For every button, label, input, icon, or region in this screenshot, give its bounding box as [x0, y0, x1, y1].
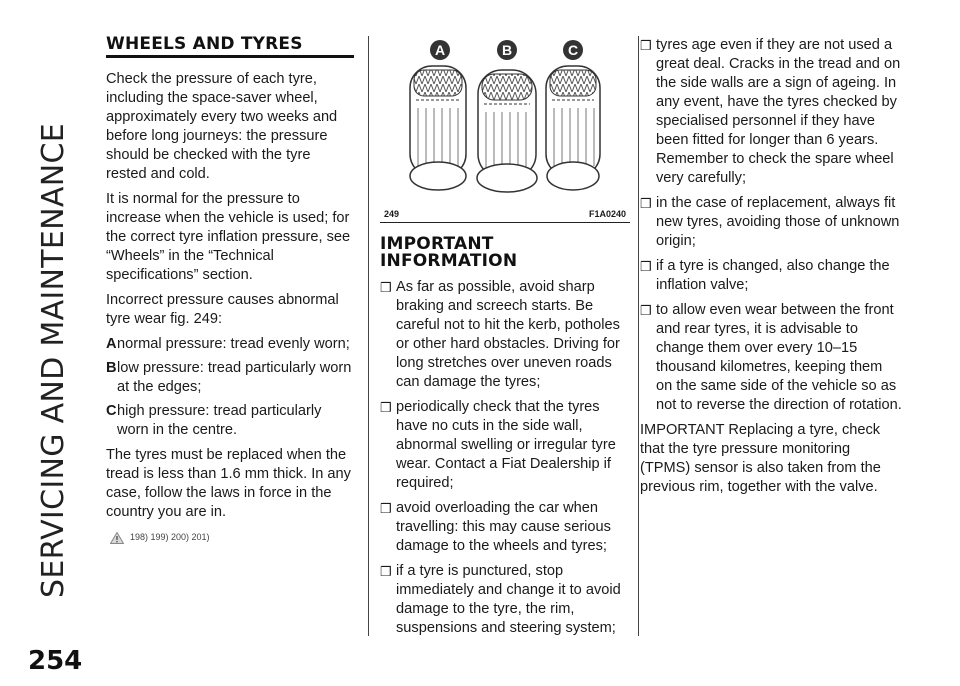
- paragraph: Check the pressure of each tyre, including the space-saver wheel, approximately every two weeks and before long journeys: the pressure should be checked with the tyre rested and cold.: [106, 71, 338, 182]
- paragraph: The tyres must be replaced when the tread is less than 1.6 mm thick. In any case, follow the laws in force in the country you are in.: [106, 447, 351, 520]
- figure-number: 249: [384, 209, 400, 219]
- list-item-text: As far as possible, avoid sharp braking and screech starts. Be careful not to hit the kerb, potholes or other hard obstacles. Driving for long stretches over uneven roads can damage the tyres;: [396, 279, 620, 390]
- list-item-text: if a tyre is changed, also change the inflation valve;: [656, 258, 890, 293]
- checkbox-bullet-icon: ❒: [640, 259, 652, 274]
- tyre-wear-item-a: [106, 335, 354, 354]
- list-item-text: avoid overloading the car when travelling: this may cause serious damage to the wheels and tyres;: [396, 500, 611, 554]
- column-divider: [638, 36, 639, 636]
- paragraph: It is normal for the pressure to increase when the vehicle is used; for the correct tyre inflation pressure, see “Wheels” in the “Technical specifications” section.: [106, 191, 351, 283]
- tyre-wear-item-c: [106, 402, 354, 440]
- svg-text:B: B: [501, 42, 513, 58]
- list-item-text: in the case of replacement, always fit new tyres, avoiding those of unknown origin;: [656, 195, 900, 249]
- list-item: [640, 194, 902, 251]
- checkbox-bullet-icon: ❒: [380, 501, 392, 516]
- column-divider: [368, 36, 369, 636]
- heading-rule: [106, 55, 354, 58]
- column-left: [106, 36, 354, 547]
- important-note: IMPORTANT Replacing a tyre, check that the tyre pressure monitoring (TPMS) sensor is also taken from the previous rim, together with the valve.: [640, 422, 881, 495]
- list-item: [380, 398, 630, 493]
- section-heading: WHEELS AND TYRES: [106, 34, 303, 54]
- figure-code: F1A0240: [588, 209, 626, 219]
- list-item: [380, 278, 630, 392]
- page-number: 254: [28, 646, 83, 676]
- list-item: [640, 36, 902, 188]
- warning-triangle-icon: [110, 532, 124, 544]
- checkbox-bullet-icon: ❒: [640, 38, 652, 53]
- item-text: low pressure: tread particularly worn at the edges;: [117, 360, 352, 395]
- list-item-text: to allow even wear between the front and rear tyres, it is advisable to change them over every 10–15 thousand kilometres, keeping them on the same side of the vehicle so as not to reverse the direction of rotation.: [656, 302, 902, 413]
- list-item: [640, 257, 902, 295]
- svg-text:A: A: [434, 42, 446, 58]
- checkbox-bullet-icon: ❒: [640, 303, 652, 318]
- item-text: high pressure: tread particularly worn in the centre.: [117, 403, 322, 438]
- tyre-wear-item-b: [106, 359, 354, 397]
- paragraph: Incorrect pressure causes abnormal tyre wear fig. 249:: [106, 292, 339, 327]
- section-side-title: [36, 40, 92, 600]
- column-right: [640, 36, 902, 503]
- list-item: [640, 301, 902, 415]
- item-key: B: [106, 360, 117, 376]
- svg-text:C: C: [567, 42, 579, 58]
- column-middle: [380, 36, 630, 644]
- list-item-text: if a tyre is punctured, stop immediately and change it to avoid damage to the tyre, the rim, suspensions and steering system;: [396, 563, 621, 636]
- warning-reference-numbers: 198) 199) 200) 201): [130, 532, 210, 542]
- item-key: A: [106, 336, 117, 352]
- checkbox-bullet-icon: ❒: [380, 564, 392, 579]
- section-side-title-text: SERVICING AND MAINTENANCE: [36, 123, 71, 598]
- checkbox-bullet-icon: ❒: [380, 280, 392, 295]
- section-heading: IMPORTANT INFORMATION: [380, 234, 518, 271]
- list-item-text: tyres age even if they are not used a great deal. Cracks in the tread and on the side walls are a sign of ageing. In any event, have the tyres checked by specialised personnel if they have been fitted for longer than 6 years. Remember to check the spare wheel very carefully;: [656, 37, 901, 186]
- warning-references: [106, 528, 354, 547]
- checkbox-bullet-icon: ❒: [380, 400, 392, 415]
- list-item: [380, 562, 630, 638]
- checkbox-bullet-icon: ❒: [640, 196, 652, 211]
- list-item: [380, 499, 630, 556]
- item-text: normal pressure: tread evenly worn;: [117, 336, 350, 352]
- list-item-text: periodically check that the tyres have no cuts in the side wall, abnormal swelling or irregular tyre wear. Contact a Fiat Dealership if required;: [396, 399, 616, 491]
- item-key: C: [106, 403, 117, 419]
